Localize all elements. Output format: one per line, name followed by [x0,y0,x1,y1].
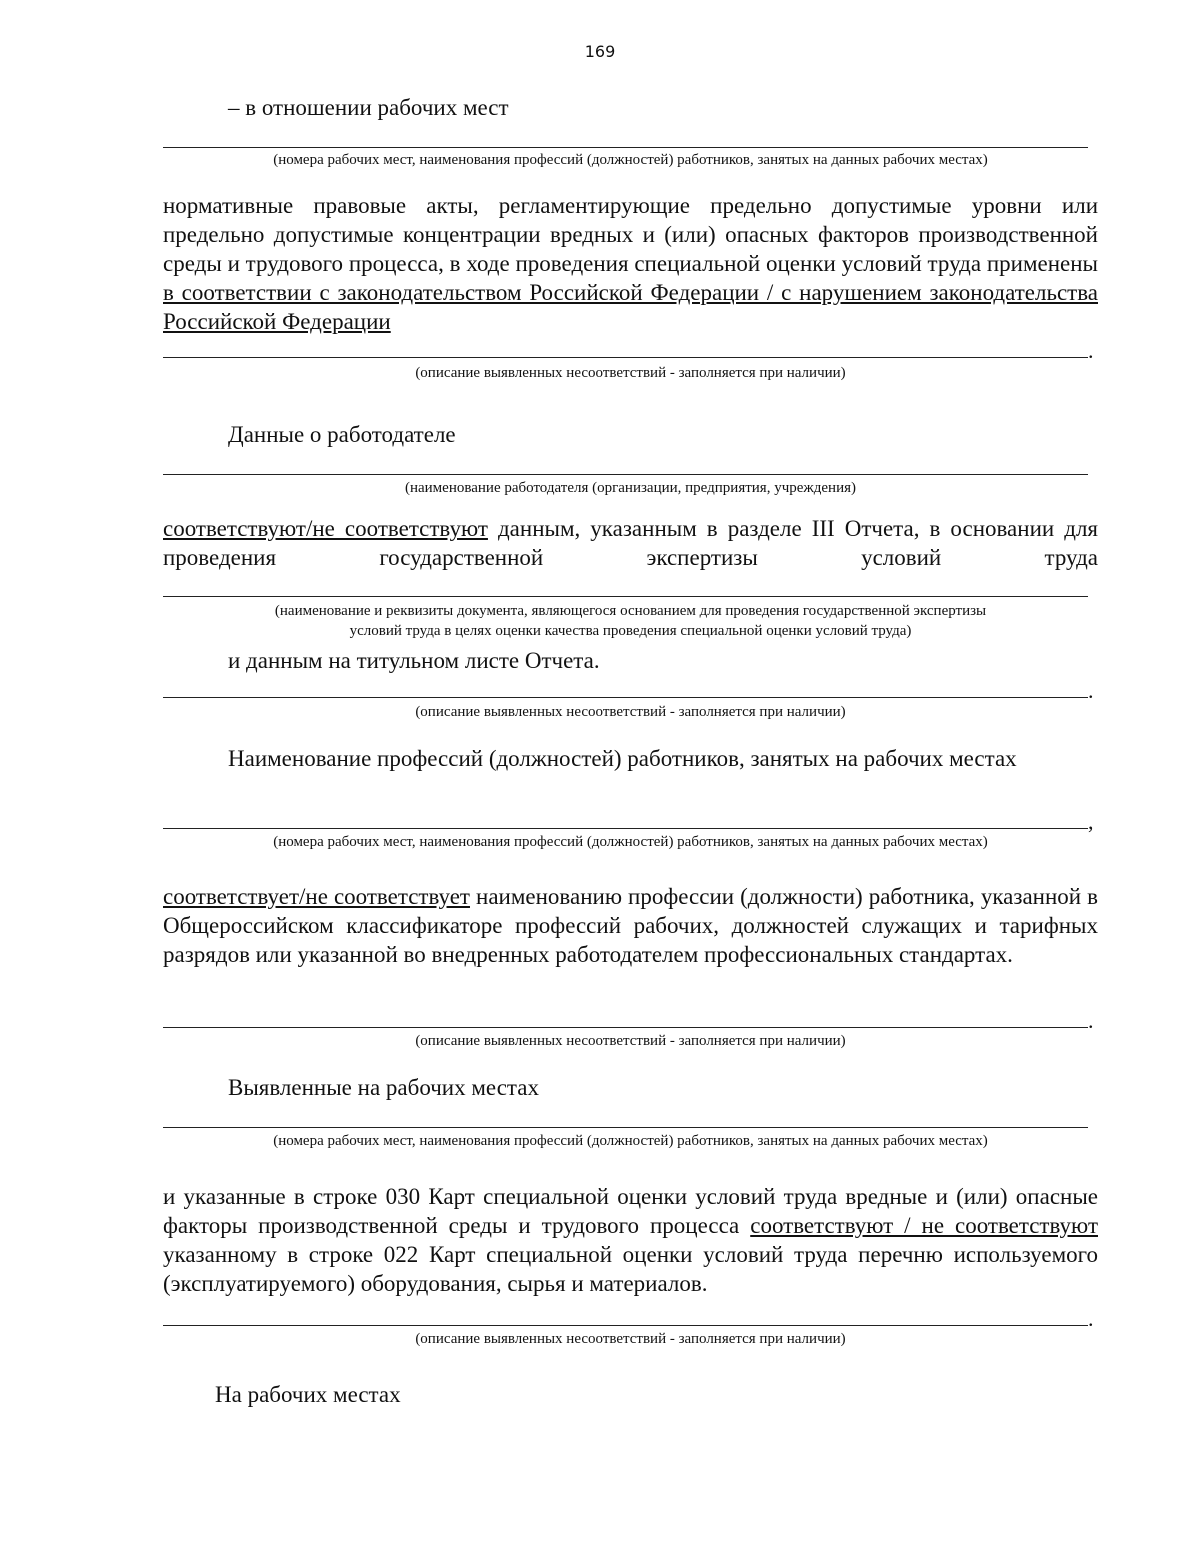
paragraph-option: соответствуют / не соответствуют [750,1213,1098,1238]
section2-caption-doc-2: условий труда в целях оценки качества проведения специальной оценки условий труда) [349,623,912,639]
paragraph-option: соответствует/не соответствует [163,884,470,909]
section1-paragraph [163,191,1098,336]
section3-paragraph [163,882,1098,969]
paragraph-text-2: указанному в строке 022 Карт специальной оценки условий труда перечню используемого (эксплуатируемого) оборудования, сырья и материалов. [163,1242,1098,1296]
line-punctuation: . [1088,1008,1094,1033]
section2-caption: (наименование работодателя (организации, предприятия, учреждения) [404,480,857,496]
fill-line [163,474,1088,475]
section1-intro: – в отношении рабочих мест [228,95,509,120]
paragraph-text: нормативные правовые акты, регламентирующие предельно допустимые уровни или предельно допустимые концентрации вредных и (или) опасных факторов производственной среды и трудового процесса, в ходе проведения специальной оценки условий труда применены [163,193,1098,276]
fill-line [163,596,1088,597]
section4-paragraph [163,1182,1098,1298]
line-punctuation: , [1088,809,1094,834]
fill-line [163,147,1088,148]
paragraph-option: в соответствии с законодательством Российской Федерации / с нарушением законодательства Российской Федерации [163,280,1098,334]
section3-heading: Наименование профессий (должностей) работников, занятых на рабочих местах [228,746,1017,771]
line-punctuation: . [1088,1306,1094,1331]
paragraph-option: соответствуют/не соответствуют [163,516,488,541]
fill-line [163,1027,1088,1028]
section2-after-text: и данным на титульном листе Отчета. [228,648,600,673]
line-punctuation: . [1088,338,1094,363]
fill-line [163,697,1088,698]
section4-caption2: (описание выявленных несоответствий - заполняется при наличии) [415,1331,846,1347]
section2-heading: Данные о работодателе [228,422,456,447]
section1-caption: (номера рабочих мест, наименования профессий (должностей) работников, занятых на данных рабочих местах) [273,152,988,168]
section5-heading: На рабочих местах [215,1382,401,1407]
paragraph-text: наименованию профессии (должности) работника, указанной в Общероссийском классификаторе профессий рабочих, должностей служащих и тарифных разрядов или указанной во внедренных работодателем профессиональных стандартах. [163,884,1098,967]
page-number: 169 [584,42,616,61]
fill-line [163,828,1088,829]
fill-line [163,1325,1088,1326]
paragraph-text: данным, указанным в разделе III Отчета, в основании для проведения государственной экспертизы условий труда [163,516,1098,570]
section3-caption2: (описание выявленных несоответствий - заполняется при наличии) [415,1033,846,1049]
section4-heading: Выявленные на рабочих местах [228,1075,539,1100]
section4-caption: (номера рабочих мест, наименования профессий (должностей) работников, занятых на данных рабочих местах) [273,1133,988,1149]
section2-paragraph [163,514,1098,572]
line-punctuation: . [1088,678,1094,703]
fill-line [163,357,1088,358]
section1-caption2: (описание выявленных несоответствий - заполняется при наличии) [415,365,846,381]
fill-line [163,1127,1088,1128]
section2-caption2: (описание выявленных несоответствий - заполняется при наличии) [415,704,846,720]
paragraph-text-1: и указанные в строке 030 Карт специальной оценки условий труда вредные и (или) опасные факторы производственной среды и трудового процесса [163,1184,1098,1238]
section2-caption-doc-1: (наименование и реквизиты документа, являющегося основанием для проведения государственной экспертизы [274,603,987,619]
section3-caption: (номера рабочих мест, наименования профессий (должностей) работников, занятых на данных рабочих местах) [273,834,988,850]
